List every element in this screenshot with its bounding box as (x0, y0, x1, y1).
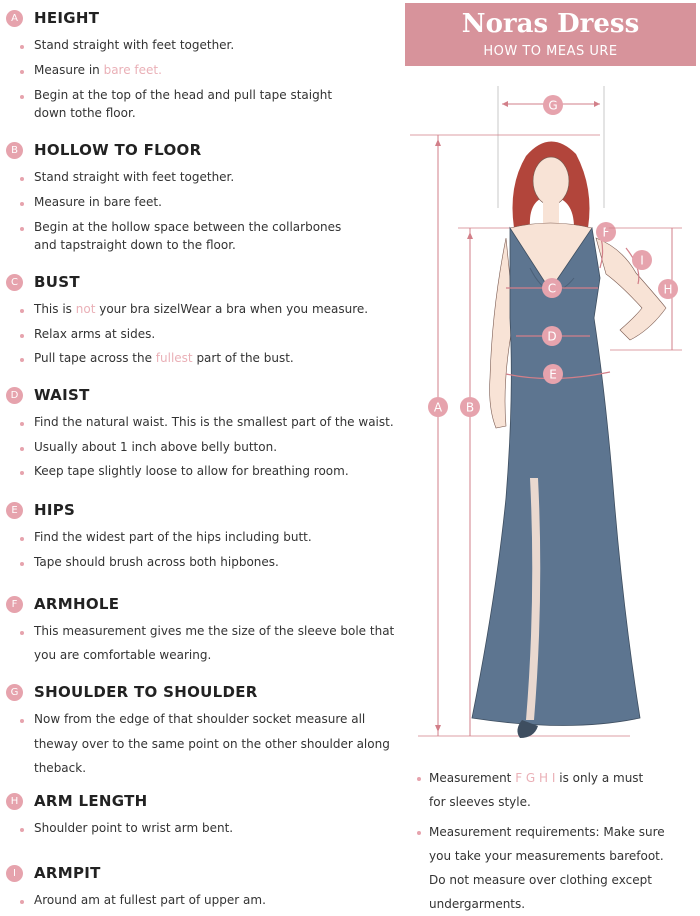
bullet-icon (20, 900, 24, 904)
bullet-icon (20, 471, 24, 475)
note-line: Do not measure over clothing except (429, 873, 652, 887)
section-line: Begin at the hollow space between the collarbones (34, 220, 342, 234)
bullet-icon (20, 422, 24, 426)
section-title: HIPS (34, 501, 76, 519)
label-h: H (663, 282, 673, 297)
section-line: Find the natural waist. This is the smallest part of the waist. (34, 415, 394, 429)
section-line: and tapstraight down to the floor. (34, 238, 236, 252)
badge-b: B (6, 142, 23, 159)
section-line: Now from the edge of that shoulder socket measure all (34, 712, 366, 726)
section-line: This is not your bra sizelWear a bra when you measure. (34, 302, 369, 316)
label-a: A (433, 400, 443, 415)
bullet-icon (20, 334, 24, 338)
section-line: Shoulder point to wrist arm bent. (34, 821, 234, 835)
section-title: WAIST (34, 386, 90, 404)
section-line: down tothe floor. (34, 106, 136, 120)
bullet-icon (20, 45, 24, 49)
section-line: Pull tape across the fullest part of the bust. (34, 351, 294, 365)
section-title: BUST (34, 273, 80, 291)
section-line: Relax arms at sides. (34, 327, 156, 341)
badge-i: I (6, 865, 23, 882)
bullet-icon (20, 177, 24, 181)
bullet-icon (20, 631, 24, 635)
brand-header (405, 3, 696, 66)
bullet-icon (20, 309, 24, 313)
note-line: for sleeves style. (429, 795, 531, 809)
section-title: ARM LENGTH (34, 792, 148, 810)
section-line: Measure in bare feet. (34, 195, 162, 209)
section-line: Keep tape slightly loose to allow for breathing room. (34, 464, 349, 478)
section-line: Find the widest part of the hips including butt. (34, 530, 312, 544)
section-title: HOLLOW TO FLOOR (34, 141, 202, 159)
section-title: ARMHOLE (34, 595, 120, 613)
section-title: HEIGHT (34, 9, 100, 27)
section-line: Measure in bare feet. (34, 63, 162, 77)
note-line: undergarments. (429, 897, 526, 911)
badge-c: C (6, 274, 23, 291)
bullet-icon (417, 831, 421, 835)
label-g: G (548, 98, 558, 113)
bullet-icon (20, 227, 24, 231)
section-line: Stand straight with feet together. (34, 170, 235, 184)
badge-e: E (6, 502, 23, 519)
bullet-icon (20, 95, 24, 99)
section-line: theback. (34, 761, 87, 775)
bullet-icon (20, 537, 24, 541)
note-line: Measurement F G H I is only a must (429, 771, 644, 785)
section-title: ARMPIT (34, 864, 101, 882)
brand-subtitle: HOW TO MEAS URE (483, 44, 618, 59)
badge-a: A (6, 10, 23, 27)
badge-d: D (6, 387, 23, 404)
bullet-icon (20, 719, 24, 723)
note-line: Measurement requirements: Make sure (429, 825, 665, 839)
section-line: This measurement gives me the size of the sleeve bole that (34, 624, 395, 638)
section-title: SHOULDER TO SHOULDER (34, 683, 258, 701)
label-i: I (640, 253, 644, 268)
label-f: F (602, 225, 610, 240)
badge-g: G (6, 684, 23, 701)
section-line: Stand straight with feet together. (34, 38, 235, 52)
section-line: Around am at fullest part of upper am. (34, 893, 266, 907)
brand-title: Noras Dress (461, 9, 640, 39)
label-b: B (465, 400, 475, 415)
section-line: theway over to the same point on the other shoulder along (34, 737, 390, 751)
bullet-icon (417, 777, 421, 781)
section-line: Begin at the top of the head and pull tape staight (34, 88, 333, 102)
note-line: you take your measurements barefoot. (429, 849, 664, 863)
section-line: you are comfortable wearing. (34, 648, 212, 662)
label-d: D (547, 329, 557, 344)
bullet-icon (20, 562, 24, 566)
badge-f: F (6, 596, 23, 613)
section-line: Usually about 1 inch above belly button. (34, 440, 278, 454)
dress-figure-illustration (410, 78, 700, 758)
label-e: E (549, 367, 557, 382)
bullet-icon (20, 202, 24, 206)
bullet-icon (20, 70, 24, 74)
bullet-icon (20, 358, 24, 362)
bullet-icon (20, 828, 24, 832)
bullet-icon (20, 447, 24, 451)
section-line: Tape should brush across both hipbones. (34, 555, 279, 569)
label-c: C (547, 281, 557, 296)
badge-h: H (6, 793, 23, 810)
